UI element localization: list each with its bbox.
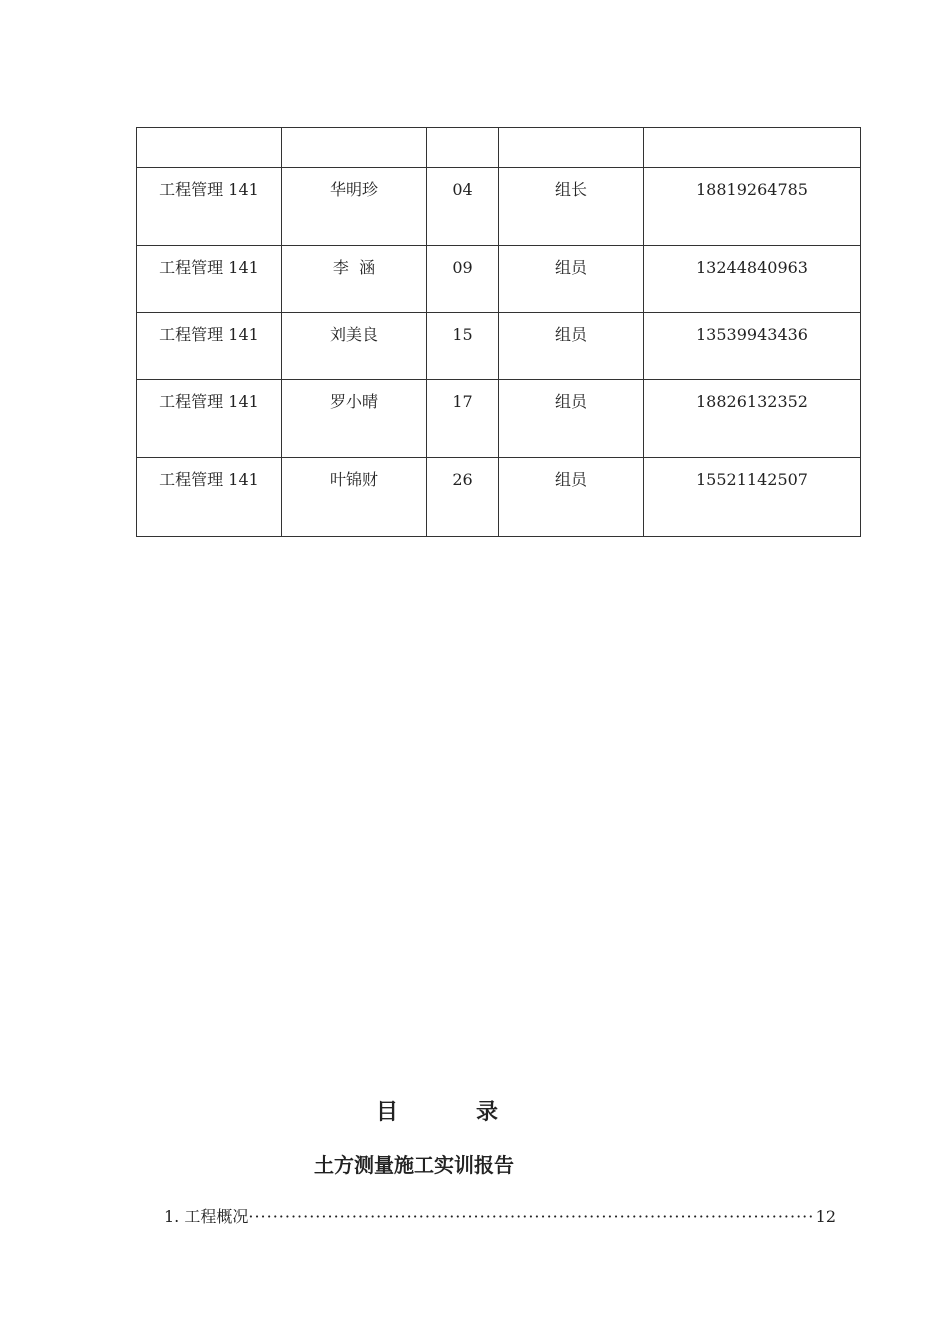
number-cell: 17 (427, 380, 499, 458)
number-cell: 26 (427, 458, 499, 537)
phone-cell: 13244840963 (644, 246, 861, 313)
header-cell (137, 128, 282, 168)
role-cell: 组员 (499, 313, 644, 380)
header-cell (644, 128, 861, 168)
class-cell: 工程管理 141 (137, 380, 282, 458)
name-cell: 刘美良 (282, 313, 427, 380)
report-title: 土方测量施工实训报告 (314, 1153, 514, 1177)
class-cell: 工程管理 141 (137, 246, 282, 313)
table-row (137, 458, 861, 537)
name-cell: 罗小晴 (282, 380, 427, 458)
number-cell: 15 (427, 313, 499, 380)
phone-cell: 18819264785 (644, 168, 861, 246)
toc-heading-char-2: 录 (476, 1100, 499, 1125)
table-row (137, 168, 861, 246)
toc-heading-char-1: 目 (376, 1100, 399, 1125)
table-row (137, 246, 861, 313)
header-cell (499, 128, 644, 168)
name-cell: 华明珍 (282, 168, 427, 246)
phone-cell: 13539943436 (644, 313, 861, 380)
table-header-row (137, 128, 861, 168)
toc-entry-page: 12 (815, 1207, 836, 1226)
class-cell: 工程管理 141 (137, 313, 282, 380)
role-cell: 组员 (499, 458, 644, 537)
header-cell (427, 128, 499, 168)
class-cell: 工程管理 141 (137, 458, 282, 537)
table-row (137, 380, 861, 458)
header-cell (282, 128, 427, 168)
role-cell: 组长 (499, 168, 644, 246)
name-cell: 李 涵 (282, 246, 427, 313)
role-cell: 组员 (499, 246, 644, 313)
number-cell: 04 (427, 168, 499, 246)
phone-cell: 15521142507 (644, 458, 861, 537)
class-cell: 工程管理 141 (137, 168, 282, 246)
toc-entry[interactable] (164, 1204, 836, 1230)
member-table (136, 127, 861, 537)
name-cell: 叶锦财 (282, 458, 427, 537)
role-cell: 组员 (499, 380, 644, 458)
toc-dot-leader (248, 1204, 813, 1230)
table-row (137, 313, 861, 380)
number-cell: 09 (427, 246, 499, 313)
toc-entry-label: 1. 工程概况 (164, 1207, 249, 1226)
phone-cell: 18826132352 (644, 380, 861, 458)
